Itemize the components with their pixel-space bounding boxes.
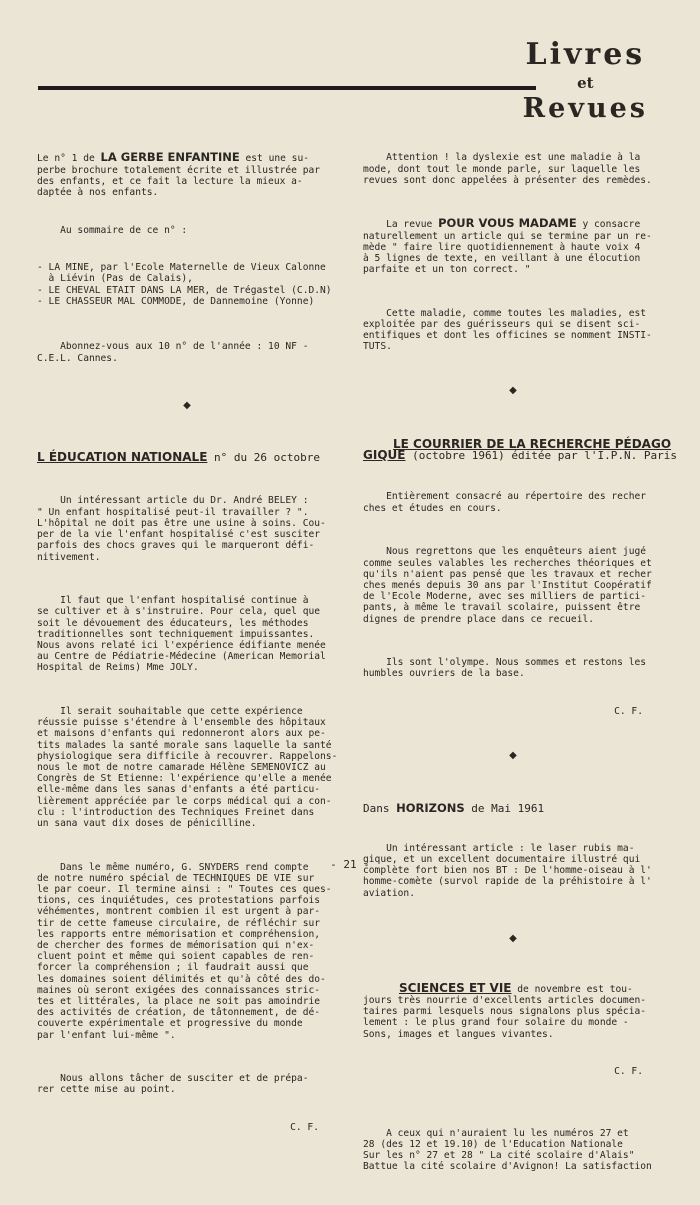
paragraph: Attention ! la dyslexie est une maladie à la mode, dont tout le monde parle, sur laquelle les revues sont donc appelées à présenter des remèdes. (363, 152, 652, 186)
paragraph: Nous regrettons que les enquêteurs aient jugé comme seules valables les recherches théoriques et qu'ils n'aient pas pensé que les travaux et recher ches menés depuis 30 ans par l'Institut Coopératif de l'Ecole Moderne, avec ses milliers de partici- pants, à même le travail scolaire, puissent être dignes de prendre place dans ce recueil. (363, 546, 652, 625)
gerbe-intro: Le n° 1 de (37, 153, 101, 165)
sciences-et-vie-title: SCIENCES ET VIE (399, 980, 512, 995)
paragraph: Ils sont l'olympe. Nous sommes et restons les humbles ouvriers de la base. (363, 657, 647, 680)
separator-diamond: ◆ (509, 749, 517, 761)
left-column (37, 130, 338, 1134)
signature: C. F. (614, 1066, 643, 1078)
header-rule (38, 86, 536, 90)
pvm-text: naturellement un article qui se termine par un re- mède " faire lire quotidiennement à haute voix 4 à 5 lignes de texte, en veillant à une élocution parfaite et un ton correct. " (363, 230, 652, 276)
paragraph: Dans le même numéro, G. SNYDERS rend compte de notre numéro spécial de TECHNIQUES DE VIE sur le par coeur. Il termine ainsi : " Toutes ces ques- tions, ces inquiétudes, ces protestations parfois véhémentes, montrent combien il est urgent à par- tir de cette fameuse circulaire, de réfléchir sur les rapports entre mémorisation et compréhension, de chercher des formes de mémorisation qui n'ex- cluent point et même qui soient capables de ren- forcer la compréhension ; il faudrait aussi que les domaines soient délimités et qu'à côté des do- maines où seront exigées des connaissances stric- tes et littérales, la place ne soit pas amoindrie des activités de création, de tâtonnement, de dé- couverte expérimentale et progressive du monde par l'enfant lui-même ". (37, 861, 332, 1041)
gerbe-line: daptée à nos enfants. (37, 187, 159, 199)
gerbe-line: perbe brochure totalement écrite et illustrée par (37, 164, 321, 176)
courrier-title-end: GIQUE (363, 447, 406, 462)
paragraph: Un intéressant article du Dr. André BELEY : " Un enfant hospitalisé peut-il travailler ? ". L'hôpital ne doit pas être une usine à soins. Cou- per de la vie l'enfant hospitalisé c'est susciter parfois des chocs graves qui le marqueront défi- nitivement. (37, 495, 326, 563)
paragraph: Entièrement consacré au répertoire des recher ches et études en cours. (363, 491, 647, 514)
gerbe-summary-heading: Au sommaire de ce n° : (37, 224, 188, 236)
gerbe-subscription (37, 341, 337, 363)
sciences-et-vie-text: jours très nourrie d'excellents articles documen- taires parmi lesquels nous signalons plus spécia- lement : le plus grand four solaire du monde - Sons, images et langues vivantes. (363, 995, 647, 1040)
gerbe-intro-end: est une su- (239, 153, 310, 165)
separator-diamond: ◆ (183, 400, 191, 412)
separator-diamond: ◆ (509, 933, 517, 945)
sciences-et-vie-paragraph (363, 980, 663, 1040)
horizons-heading (363, 803, 663, 814)
summary-item: - LE CHEVAL ETAIT DANS LA MER, de Trégastel (C.D.N) (37, 284, 332, 296)
summary-item: - LA MINE, par l'Ecole Maternelle de Vieux Calonne (37, 262, 326, 274)
paragraph: Il serait souhaitable que cette expérience réussie puisse s'étendre à l'ensemble des hôpitaux et maisons d'enfants qui redonneront alors aux pe- tits malades la santé morale sans laquelle la santé physiologique sera difficile à recouvrer. Rappelons- nous le mot de notre camarade Hélène SEMENOVICZ au Congrès de St Etienne: l'expérience qu'elle a menée elle-même dans les sanas d'enfants a été particu- lièrement appréciée par le corps médical qui a con- clu : l'introduction des Techniques Freinet dans un sana vaut dix doses de pénicilline. (37, 705, 338, 829)
paragraph: Nous allons tâcher de susciter et de prépa- rer cette mise au point. (37, 1073, 309, 1096)
page-number: - 21 - (330, 858, 370, 871)
education-nationale-date: n° du 26 octobre (207, 450, 320, 464)
horizons-title: HORIZONS (396, 801, 465, 816)
subscription-line: C.E.L. Cannes. (37, 352, 118, 364)
title-word-livres: Livres (525, 37, 646, 72)
right-column (363, 130, 677, 1173)
education-nationale-title: L ÉDUCATION NATIONALE (37, 449, 208, 464)
pvm-title: POUR VOUS MADAME (438, 216, 577, 231)
horizons-date: de Mai 1961 (464, 802, 545, 816)
title-word-et: et (577, 74, 594, 92)
title-word-revues: Revues (522, 93, 648, 124)
paragraph: A ceux qui n'auraient lu les numéros 27 et 28 (des 12 et 19.10) de l'Education Nationale Sur les n° 27 et 28 " La cité scolaire d'Alais" Battue la cité scolaire d'Avignon! La satisfaction (363, 1127, 652, 1173)
paragraph: Il faut que l'enfant hospitalisé continue à se cultiver et à s'instruire. Pour cela, quel que soit le dévouement des éducateurs, les méthodes traditionnelles sont techniquement impuissantes. Nous avons relaté ici l'expérience édifiante menée au Centre de Pédiatrie-Médecine (American Memorial Hospital de Reims) Mme JOLY. (37, 595, 326, 674)
courrier-title: LE COURRIER DE LA RECHERCHE PÉDAGO (393, 436, 672, 451)
separator-diamond: ◆ (509, 385, 517, 397)
sciences-et-vie-intro: de novembre est tou- (511, 983, 633, 995)
signature: C. F. (614, 705, 643, 717)
signature: C. F. (290, 1122, 319, 1134)
gerbe-title: LA GERBE ENFANTINE (100, 150, 240, 165)
horizons-intro: Dans (363, 802, 397, 816)
pour-vous-madame-paragraph (363, 218, 663, 275)
section-title (522, 37, 648, 124)
summary-item: - LE CHASSEUR MAL COMMODE, de Dannemoine (Yonne) (37, 295, 315, 307)
gerbe-line: des enfants, et ce fait la lecture la mieux a- (37, 175, 303, 187)
courrier-publisher: (octobre 1961) éditée par l'I.P.N. Paris (405, 448, 677, 462)
pvm-intro-end: y consacre (576, 219, 641, 231)
subscription-line: Abonnez-vous aux 10 n° de l'année : 10 NF - (37, 341, 309, 353)
education-nationale-heading (37, 449, 337, 464)
pvm-intro: La revue (363, 219, 439, 231)
gerbe-article (37, 152, 337, 198)
paragraph: Cette maladie, comme toutes les maladies, est exploitée par des guérisseurs qui se disent sci- entifiques et dont les officines se nomment INSTI- TUTS. (363, 307, 652, 353)
paragraph: Un intéressant article : le laser rubis ma- gique, et un excellent documentaire illustré qui complète fort bien nos BT : De l'homme-oiseau à l' homme-comète (survol rapide de la préhistoire à l' aviation. (363, 842, 652, 899)
summary-item: à Liévin (Pas de Calais), (37, 273, 193, 285)
gerbe-summary-list (37, 262, 337, 307)
courrier-heading (363, 436, 677, 462)
